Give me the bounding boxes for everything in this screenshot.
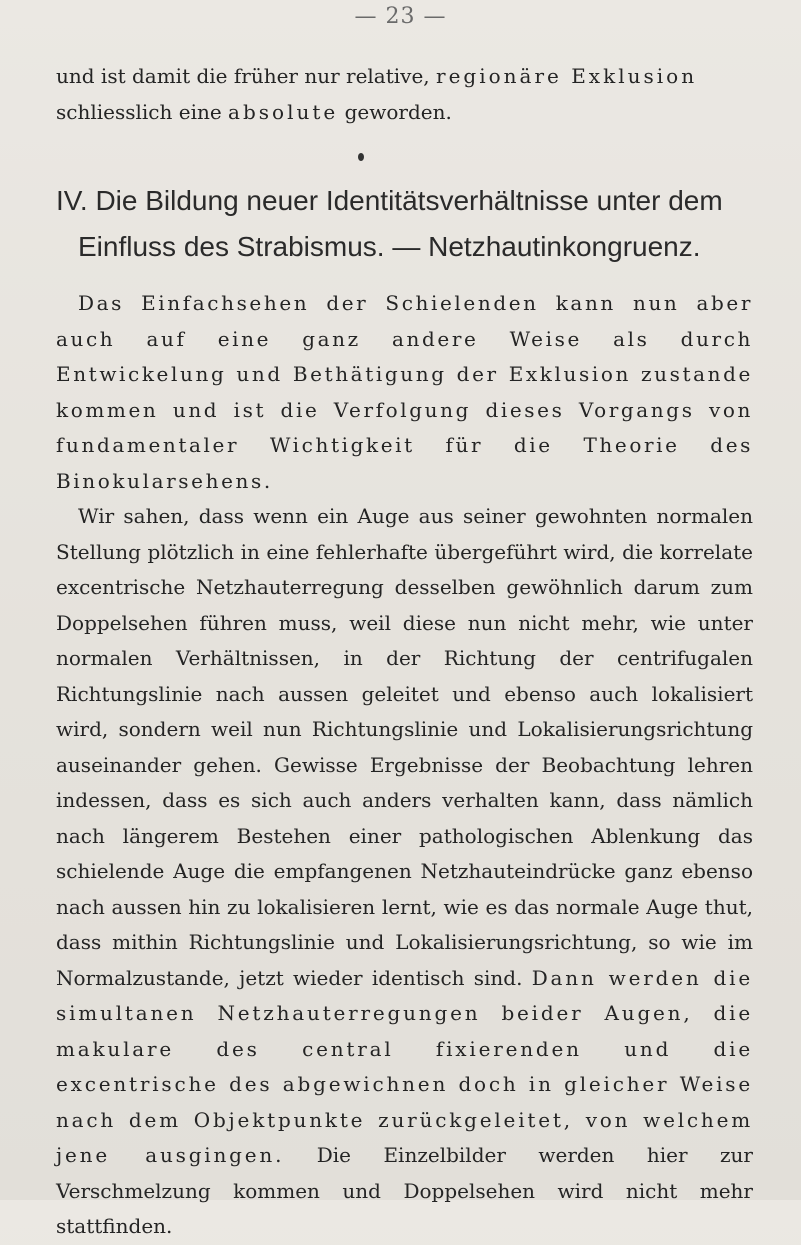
ink-mark <box>358 153 364 161</box>
lead-emphasis-1: regionäre Exklusion <box>436 64 698 88</box>
paragraph-2-text-2: Die Einzelbilder werden hier zur Verschmelzung kommen und Doppelsehen wird nicht mehr stattfinden. <box>56 1143 753 1238</box>
lead-paragraph <box>56 58 753 130</box>
paragraph-2 <box>56 499 753 1245</box>
paragraph-2-emphasis: Dann werden die simultanen Netzhauterregungen beider Augen, die makulare des central fixierenden und die excentrische des abgewichnen doch in gleicher Weise nach dem Objektpunkte zurückgeleitet, von welchem jene ausgingen. <box>56 965 753 1167</box>
section-heading <box>56 178 756 270</box>
lead-emphasis-2: absolute <box>228 100 339 124</box>
page-number: — 23 — <box>354 4 447 29</box>
lead-text-1: und ist damit die früher nur relative, <box>56 64 437 88</box>
heading-line-2: Einfluss des Strabismus. — Netzhautinkongruenz. <box>78 231 701 262</box>
heading-line-1: IV. Die Bildung neuer Identitätsverhältnisse unter dem <box>56 185 723 216</box>
paragraph-2-text-1: Wir sahen, dass wenn ein Auge aus seiner gewohnten normalen Stellung plötzlich in eine fehlerhafte übergeführt wird, die korrelate excentrische Netzhauterregung desselben gewöhnlich darum zum Doppelsehen führen muss, weil diese nun nicht mehr, wie unter normalen Verhältnissen, in der Richtung der centrifugalen Richtungslinie nach aussen geleitet und ebenso auch lokalisiert wird, sondern weil nun Richtungslinie und Lokalisierungsrichtung auseinander gehen. Gewisse Ergebnisse der Beobachtung lehren indessen, dass es sich auch anders verhalten kann, dass nämlich nach längerem Bestehen einer pathologischen Ablenkung das schielende Auge die empfangenen Netzhauteindrücke ganz ebenso nach aussen hin zu lokalisieren lernt, wie es das normale Auge thut, dass mithin Richtungslinie und Lokalisierungsrichtung, so wie im Normalzustande, jetzt wieder identisch sind. <box>56 504 753 990</box>
paragraph-1: Das Einfachsehen der Schielenden kann nun aber auch auf eine ganz andere Weise als durch Entwickelung und Bethätigung der Exklusion zustande kommen und ist die Verfolgung dieses Vorgangs von fundamentaler Wichtigkeit für die Theorie des Binokularsehens. <box>56 291 753 493</box>
body-text <box>56 286 753 1245</box>
lead-text-3: geworden. <box>338 100 452 124</box>
lead-text-2: schliesslich eine <box>56 100 229 124</box>
